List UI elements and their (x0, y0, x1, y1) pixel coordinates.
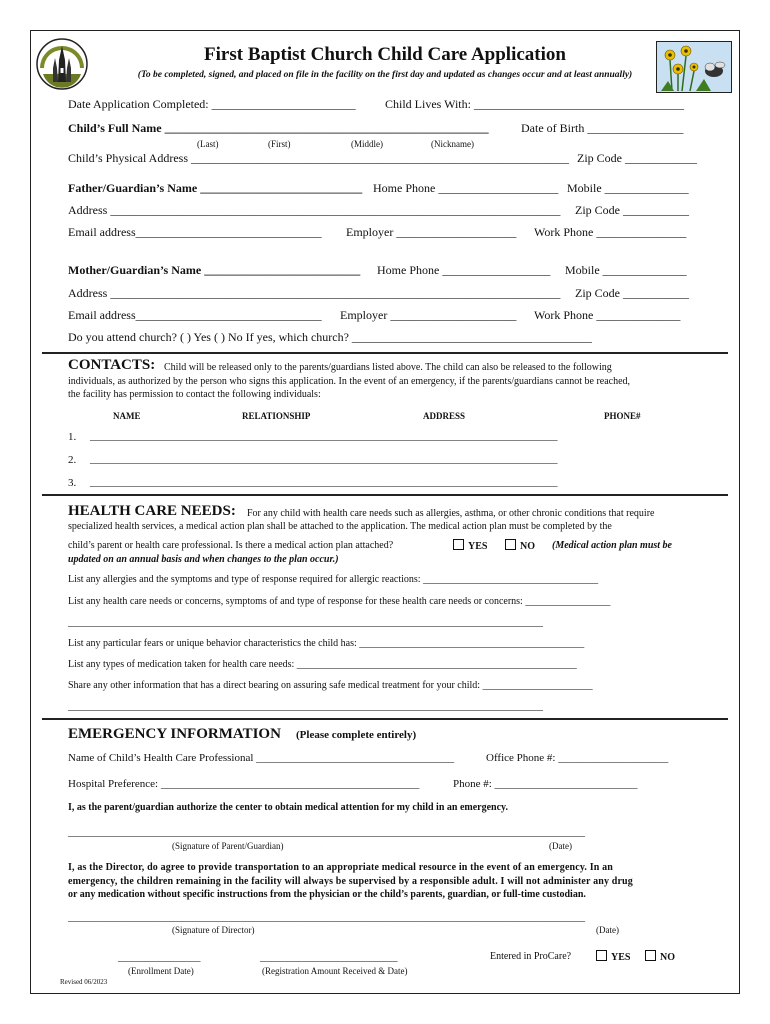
label-first: (First) (268, 139, 291, 149)
health-professional-field[interactable]: Name of Child’s Health Care Professional ____________________________________ (68, 752, 455, 764)
enrollment-date-label: (Enrollment Date) (128, 966, 194, 976)
divider (42, 494, 728, 496)
col-phone: PHONE# (604, 411, 641, 421)
contact-row-number: 3. (68, 477, 77, 489)
registration-label: (Registration Amount Received & Date) (262, 966, 408, 976)
emergency-heading: EMERGENCY INFORMATION (68, 726, 281, 742)
page-title: First Baptist Church Child Care Application (204, 44, 566, 65)
plan-note: updated on an annual basis and when changes to the plan occur.) (68, 554, 339, 565)
col-relationship: RELATIONSHIP (242, 411, 311, 421)
hospital-phone-field[interactable]: Phone #: __________________________ (453, 778, 638, 790)
director-signature-label: (Signature of Director) (172, 925, 255, 935)
contact-row-number: 2. (68, 454, 77, 466)
contact-row-2-field[interactable]: _____________________________________________________________________________________ (90, 453, 558, 465)
procare-yes-checkbox[interactable] (596, 950, 630, 963)
child-lives-with-field[interactable]: Child Lives With: ___________________________________ (385, 97, 684, 111)
mother-home-phone-field[interactable]: Home Phone __________________ (377, 263, 551, 277)
no-label: NO (520, 541, 535, 552)
date-label: (Date) (596, 925, 619, 935)
mother-address-field[interactable]: Address ___________________________________________________________________________ (68, 286, 561, 300)
contacts-text: the facility has permission to contact the following individuals: (68, 389, 321, 400)
emergency-subheading: (Please complete entirely) (296, 729, 417, 741)
health-concerns-field[interactable]: List any health care needs or concerns, symptoms of and type of response for these health care needs or concerns: _________________ (68, 596, 611, 607)
contact-row-number: 1. (68, 431, 77, 443)
date-of-birth-field[interactable]: Date of Birth ________________ (521, 121, 684, 135)
authorization-statement: I, as the parent/guardian authorize the center to obtain medical attention for my child in an emergency. (68, 802, 508, 813)
health-text: For any child with health care needs such as allergies, asthma, or other chronic conditions that require (247, 508, 655, 519)
father-email-field[interactable]: Email address_______________________________ (68, 225, 322, 239)
hospital-preference-field[interactable]: Hospital Preference: _______________________________________________ (68, 778, 420, 790)
parent-signature-label: (Signature of Parent/Guardian) (172, 841, 284, 851)
other-info-field-continued[interactable]: _______________________________________________________________________________________________ (68, 701, 543, 712)
registration-line[interactable]: _________________________ (260, 951, 398, 963)
father-home-phone-field[interactable]: Home Phone ____________________ (373, 181, 559, 195)
father-zip-field[interactable]: Zip Code ___________ (575, 203, 689, 217)
director-signature-line[interactable]: ______________________________________________________________________________________________ (68, 911, 585, 923)
checkbox-icon (596, 950, 607, 961)
father-work-phone-field[interactable]: Work Phone _______________ (534, 225, 687, 239)
plan-no-checkbox[interactable] (505, 539, 535, 552)
father-name-field[interactable]: Father/Guardian’s Name ___________________________ (68, 181, 363, 195)
col-name: NAME (113, 411, 141, 421)
parent-signature-line[interactable]: ______________________________________________________________________________________________ (68, 826, 585, 838)
father-employer-field[interactable]: Employer ____________________ (346, 225, 517, 239)
mother-zip-field[interactable]: Zip Code ___________ (575, 286, 689, 300)
date-label: (Date) (549, 841, 572, 851)
contacts-text: Child will be released only to the parents/guardians listed above. The child can also be released to the following (164, 362, 612, 373)
other-info-field[interactable]: Share any other information that has a direct bearing on assuring safe medical treatment for your child: ______________________ (68, 680, 593, 691)
label-last: (Last) (197, 139, 219, 149)
contacts-text: individuals, as authorized by the person who signs this application. In the event of an emergency, if the parents/guardians cannot be reached, (68, 376, 631, 387)
allergies-field[interactable]: List any allergies and the symptoms and type of response required for allergic reactions: ___________________________________ (68, 574, 599, 585)
mother-work-phone-field[interactable]: Work Phone ______________ (534, 308, 681, 322)
checkbox-icon (505, 539, 516, 550)
procare-label: Entered in ProCare? (490, 951, 572, 962)
label-middle: (Middle) (351, 139, 383, 149)
health-concerns-field-continued[interactable]: _______________________________________________________________________________________________ (68, 617, 543, 628)
medication-field[interactable]: List any types of medication taken for health care needs: ________________________________________________________ (68, 659, 577, 670)
contact-row-3-field[interactable]: _____________________________________________________________________________________ (90, 476, 558, 488)
label-nickname: (Nickname) (431, 139, 474, 149)
zip-code-field[interactable]: Zip Code ____________ (577, 151, 697, 165)
mother-employer-field[interactable]: Employer _____________________ (340, 308, 517, 322)
director-statement: or any medication without specific instructions from the physician or the child’s parents, guardian, or full-time custodian. (68, 889, 586, 900)
checkbox-icon (453, 539, 464, 550)
divider (42, 718, 728, 720)
father-mobile-field[interactable]: Mobile ______________ (567, 181, 689, 195)
col-address: ADDRESS (423, 411, 466, 421)
procare-no-checkbox[interactable] (645, 950, 675, 963)
checkbox-icon (645, 950, 656, 961)
attend-church-field[interactable]: Do you attend church? ( ) Yes ( ) No If yes, which church? ________________________________________ (68, 330, 592, 344)
yes-label: YES (468, 541, 488, 552)
contact-row-1-field[interactable]: _____________________________________________________________________________________ (90, 430, 558, 442)
physical-address-field[interactable]: Child’s Physical Address _______________________________________________________________ (68, 151, 570, 165)
father-address-field[interactable]: Address ___________________________________________________________________________ (68, 203, 561, 217)
date-completed-field[interactable]: Date Application Completed: ________________________ (68, 97, 356, 111)
revised-date: Revised 06/2023 (60, 978, 108, 986)
health-text: child’s parent or health care professional. Is there a medical action plan attached? (68, 540, 394, 551)
divider (42, 352, 728, 354)
plan-note: (Medical action plan must be (552, 540, 672, 551)
page-subtitle: (To be completed, signed, and placed on file in the facility on the first day and updated as changes occur and at least annually) (137, 70, 633, 80)
mother-email-field[interactable]: Email address_______________________________ (68, 308, 322, 322)
fears-field[interactable]: List any particular fears or unique behavior characteristics the child has: _____________________________________________ (68, 638, 585, 649)
health-text: specialized health services, a medical action plan shall be attached to the application. The medical action plan must be completed by the (68, 521, 612, 532)
health-heading: HEALTH CARE NEEDS: (68, 503, 236, 519)
enrollment-date-line[interactable]: _______________ (118, 951, 201, 963)
contacts-heading: CONTACTS: (68, 357, 156, 373)
no-label: NO (660, 952, 675, 963)
yes-label: YES (611, 952, 631, 963)
office-phone-field[interactable]: Office Phone #: ____________________ (486, 752, 669, 764)
child-full-name-field[interactable]: Child’s Full Name ______________________________________________________ (68, 121, 489, 135)
mother-mobile-field[interactable]: Mobile ______________ (565, 263, 687, 277)
plan-yes-checkbox[interactable] (453, 539, 487, 552)
mother-name-field[interactable]: Mother/Guardian’s Name __________________________ (68, 263, 361, 277)
director-statement: emergency, the children remaining in the facility will always be supervised by a responsible adult. I will not administer any drug (68, 876, 633, 887)
director-statement: I, as the Director, do agree to provide transportation to an appropriate medical resource in the event of an emergency. In an (68, 862, 613, 873)
